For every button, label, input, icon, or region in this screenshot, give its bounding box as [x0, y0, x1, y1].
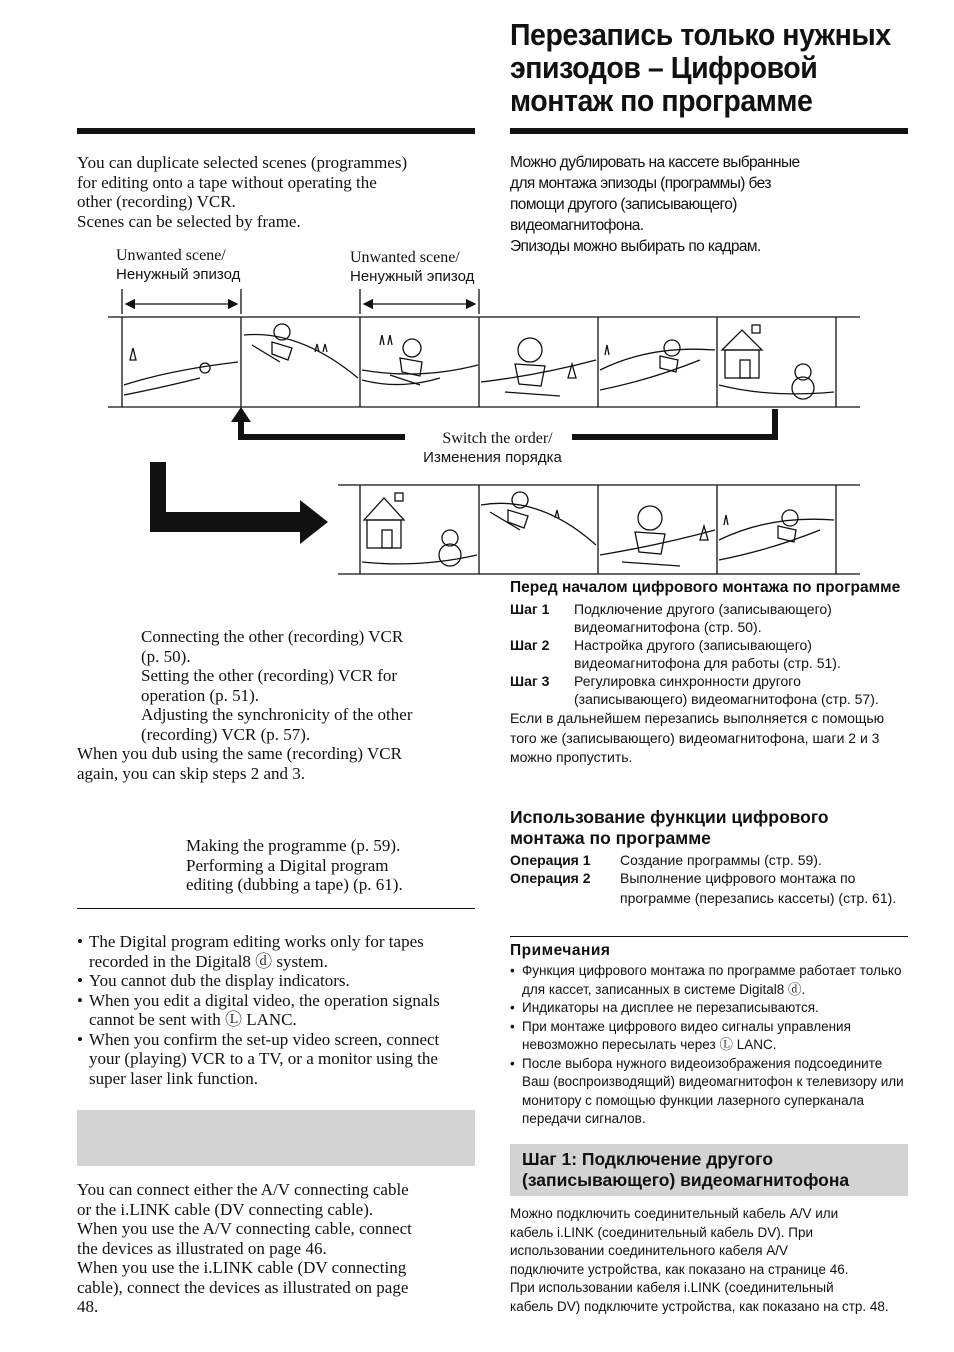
big-l-arrow	[150, 462, 328, 544]
ru-note-item: • При монтаже цифрового видео сигналы управления невозможно пересылать через Ⓛ LANC.	[510, 1018, 908, 1055]
ru-step1-heading-box	[510, 1144, 908, 1196]
en-op-line: Performing a Digital program	[186, 855, 389, 875]
ru-intro-line: помощи другого (записывающего)	[510, 196, 737, 213]
reorder-arrowhead	[231, 407, 251, 422]
ru-op-row: Операция 1 Создание программы (стр. 59).	[510, 852, 822, 868]
filmstrip-top	[108, 317, 860, 407]
ru-step-row: Шаг 1 Подключение другого (записывающего) видеомагнитофона (стр. 50).	[510, 601, 832, 635]
ru-notes-section	[510, 941, 908, 1129]
en-step-line: operation (p. 51).	[141, 685, 260, 705]
en-step-line: Setting the other (recording) VCR for	[141, 666, 398, 685]
ru-notes-heading: Примечания	[510, 942, 611, 959]
ru-step-row: Шаг 2 Настройка другого (записывающего) видеомагнитофона для работы (стр. 51).	[510, 637, 841, 671]
en-intro-line: You can duplicate selected scenes (programmes)	[77, 153, 408, 172]
ru-steps-table	[510, 600, 908, 708]
en-connect	[77, 1180, 477, 1317]
page-title: Перезапись только нужных эпизодов – Цифровой монтаж по программе	[510, 17, 891, 118]
ru-step1-line: При использовании кабеля i.LINK (соединительный	[510, 1280, 834, 1296]
en-op-line: Making the programme (p. 59).	[186, 836, 401, 855]
en-step-line: (p. 50).	[141, 646, 191, 666]
en-connect-line: When you use the A/V connecting cable, connect	[77, 1219, 412, 1238]
section-heading-box-left	[77, 1110, 475, 1166]
label-unwanted-2: Unwanted scene/ Ненужный эпизод	[350, 249, 475, 285]
filmstrip-diagram	[0, 0, 954, 590]
en-step-line: (recording) VCR (p. 57).	[141, 724, 311, 744]
en-note-item: • The Digital program editing works only for tapes recorded in the Digital8 ⓓ system.	[77, 932, 467, 971]
en-intro-line: other (recording) VCR.	[77, 192, 236, 211]
ru-step1-line: кабель i.LINK (соединительный кабель DV). При	[510, 1224, 814, 1240]
dimension-arrow-2	[360, 289, 479, 314]
en-note-item: • You cannot dub the display indicators.	[77, 971, 467, 991]
en-connect-line: When you use the i.LINK cable (DV connecting	[77, 1258, 407, 1277]
ru-before-heading: Перед началом цифрового монтажа по программе	[510, 579, 901, 596]
label-unwanted-1: Unwanted scene/ Ненужный эпизод	[116, 247, 241, 283]
en-intro-line: Scenes can be selected by frame.	[77, 211, 301, 231]
ru-note-item: • Функция цифрового монтажа по программе работает только для кассет, записанных в системе Digital8 ⓓ.	[510, 962, 908, 999]
ru-step-row: Шаг 3 Регулировка синхронности другого (записывающего) видеомагнитофона (стр. 57).	[510, 673, 879, 707]
en-steps	[77, 627, 477, 783]
ru-step1-line: использовании соединительного кабеля A/V	[510, 1243, 789, 1259]
label-switch-order: Switch the order/ Изменения порядка	[423, 430, 562, 466]
ru-before-section	[510, 578, 908, 768]
en-notes	[77, 932, 467, 1088]
ru-step1-line: кабель DV) подключите устройства, как показано на стр. 48.	[510, 1298, 889, 1314]
en-intro-line: for editing onto a tape without operating the	[77, 172, 377, 192]
ru-intro-line: Эпизоды можно выбирать по кадрам.	[510, 238, 761, 255]
ru-notes-list	[510, 962, 908, 1129]
en-connect-line: 48.	[77, 1297, 99, 1316]
en-note-item: • When you confirm the set-up video screen, connect your (playing) VCR to a TV, or a monitor using the super laser link function.	[77, 1030, 467, 1089]
en-step-line: When you dub using the same (recording) VCR	[77, 744, 402, 763]
en-connect-line: the devices as illustrated on page 46.	[77, 1238, 327, 1258]
en-step-line: again, you can skip steps 2 and 3.	[77, 763, 306, 783]
en-step-line: Connecting the other (recording) VCR	[141, 627, 404, 646]
en-note-item: • When you edit a digital video, the operation signals cannot be sent with Ⓛ LANC.	[77, 991, 467, 1030]
ru-use-section	[510, 807, 908, 908]
ru-step1-line: подключите устройства, как показано на странице 46.	[510, 1261, 849, 1277]
ru-op-row: Операция 2 Выполнение цифрового монтажа по программе (перезапись кассеты) (стр. 61).	[510, 870, 897, 906]
ru-step1-line: Можно подключить соединительный кабель A/V или	[510, 1206, 839, 1221]
en-connect-line: or the i.LINK cable (DV connecting cable).	[77, 1199, 374, 1219]
ru-intro-line: видеомагнитофона.	[510, 217, 644, 234]
rule-notes-right	[510, 936, 908, 937]
ru-note-item: • После выбора нужного видеоизображения подсоедините Ваш (воспроизводящий) видеомагнитофон к телевизору или монитору с помощью функции лазерного суперканала передачи сигналов.	[510, 1055, 908, 1129]
ru-intro-line: Можно дублировать на кассете выбранные	[510, 154, 800, 171]
ru-step1-heading: Шаг 1: Подключение другого (записывающего) видеомагнитофона	[522, 1149, 850, 1190]
dimension-arrow-1	[122, 289, 241, 314]
reorder-arrow	[241, 409, 775, 437]
filmstrip-bottom	[338, 485, 860, 574]
ru-note-item: • Индикаторы на дисплее не перезаписываются.	[510, 999, 908, 1018]
ru-ops-table	[510, 851, 908, 908]
rule-notes-left	[77, 908, 475, 909]
ru-before-after: Если в дальнейшем перезапись выполняется с помощью того же (записывающего) видеомагнитофона, шаги 2 и 3 можно пропустить.	[510, 710, 885, 765]
en-connect-line: You can connect either the A/V connecting cable	[77, 1180, 409, 1199]
en-ops	[186, 836, 476, 895]
ru-intro-line: для монтажа эпизоды (программы) без	[510, 175, 771, 192]
en-step-line: Adjusting the synchronicity of the other	[141, 705, 413, 724]
ru-use-heading: Использование функции цифрового монтажа по программе	[510, 807, 829, 848]
en-connect-line: cable), connect the devices as illustrated on page	[77, 1277, 409, 1297]
en-op-line: editing (dubbing a tape) (p. 61).	[186, 875, 403, 894]
ru-step1-text	[510, 1205, 920, 1317]
